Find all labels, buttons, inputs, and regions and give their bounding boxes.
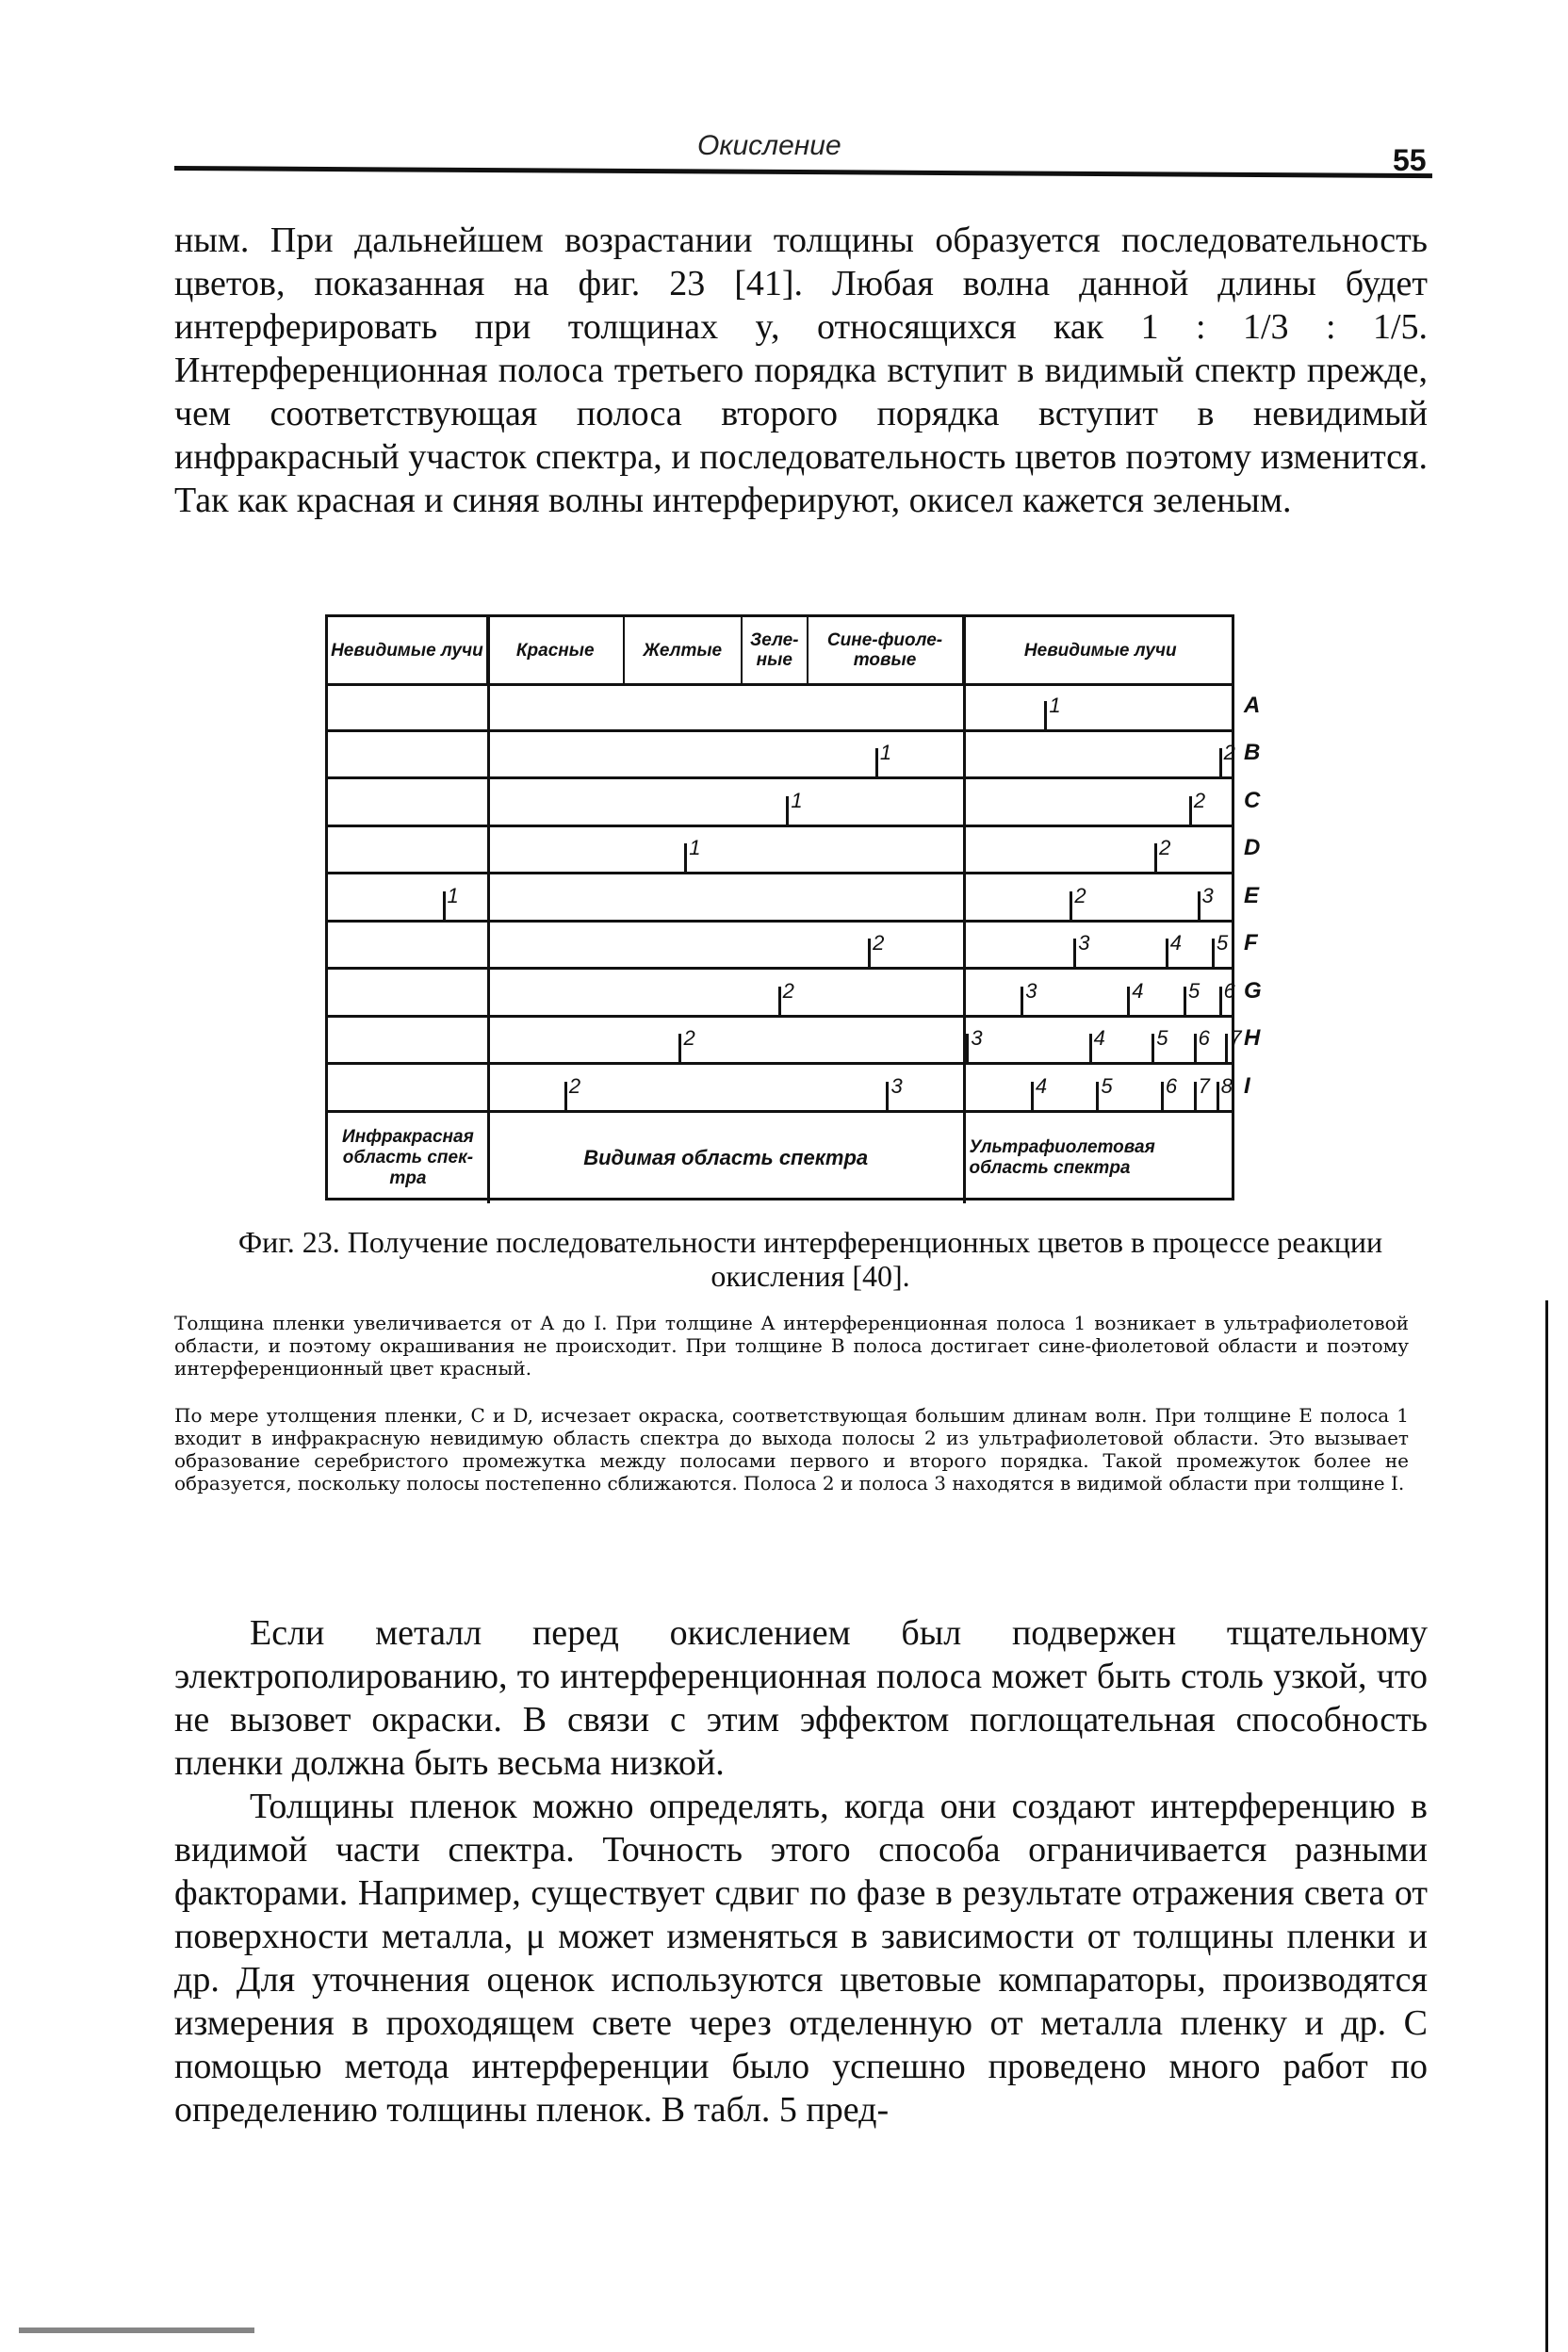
band-marker	[1161, 1082, 1164, 1110]
row-baseline	[328, 1062, 1232, 1065]
band-order-label: 6	[1165, 1073, 1178, 1098]
page-number: 55	[1393, 143, 1427, 177]
band-marker	[1217, 1082, 1219, 1110]
running-head: Окисление	[697, 130, 841, 161]
figure-23-interference-diagram	[325, 614, 1262, 1200]
row-baseline	[328, 920, 1232, 923]
band-marker	[966, 1034, 969, 1062]
band-order-label: 4	[1132, 978, 1144, 1003]
figure-caption: Фиг. 23. Получение последовательности интерференционных цветов в процессе реакции окисления [40].	[237, 1225, 1383, 1293]
band-order-label: 5	[1156, 1026, 1168, 1050]
band-marker	[1166, 939, 1168, 967]
row-label: H	[1244, 1025, 1261, 1051]
band-order-label: 4	[1093, 1026, 1105, 1050]
body-paragraphs-2-3	[174, 1611, 1428, 2132]
band-order-label: 1	[447, 883, 459, 907]
band-marker	[1031, 1082, 1034, 1110]
interference-table	[325, 614, 1242, 1200]
band-order-label: 4	[1035, 1073, 1048, 1098]
header-cell: Невидимые лучи	[328, 617, 488, 683]
paragraph-text: ным. При дальнейшем возрастании толщины образуется последовательность цветов, показанная на фиг. 23 [41]. Любая волна данной длины будет интерферировать при толщинах y, относящихся как 1 : 1/3 : 1/5. Интерференционная полоса третьего порядка вступит в видимый спектр прежде, чем соответствующая полоса второго порядка вступит в невидимый инфракрасный участок спектра, и последовательность цветов поэтому изменится. Так как красная и синяя волны интерферируют, окисел кажется зеленым.	[174, 220, 1428, 520]
band-order-label: 2	[683, 1026, 695, 1050]
band-order-label: 2	[1193, 788, 1206, 812]
footer-cell: Инфракрасная область спек-тра	[342, 1126, 474, 1188]
band-order-label: 3	[890, 1073, 903, 1098]
band-order-label: 1	[879, 741, 892, 764]
band-marker	[1219, 748, 1222, 776]
band-marker	[564, 1082, 567, 1110]
footer-cell: Ультрафиолетовая область спектра	[969, 1136, 1155, 1178]
band-order-label: 3	[971, 1026, 983, 1050]
band-order-label: 2	[1074, 883, 1086, 907]
band-order-label: 3	[1201, 883, 1214, 907]
band-marker	[786, 796, 789, 825]
band-order-label: 3	[1025, 978, 1037, 1003]
row-label: A	[1244, 692, 1261, 718]
row-baseline	[328, 776, 1232, 779]
row-baseline	[328, 967, 1232, 970]
band-order-label: 1	[791, 788, 803, 812]
band-order-label: 1	[1049, 693, 1061, 717]
header-cell: Красные	[488, 617, 625, 683]
band-marker	[778, 987, 781, 1015]
row-label: G	[1244, 977, 1262, 1004]
region-divider	[963, 617, 966, 1203]
band-marker	[1127, 987, 1130, 1015]
paragraph-3-text: Толщины пленок можно определять, когда они создают интерференцию в видимой части спектра. Точность этого способа ограничивается разными факторами. Например, существует сдвиг по фазе в результате отражения света от поверхности металла, μ может изменяться в зависимости от толщины пленки и др. Для уточнения оценок используются цветовые компараторы, производятся измерения в проходящем свете через отделенную от металла пленку и др. С помощью метода интерференции было успешно проведено много работ по определению толщины пленок. В табл. 5 пред-	[174, 1787, 1428, 2130]
row-label: F	[1244, 930, 1258, 956]
row-baseline	[328, 825, 1232, 827]
band-marker	[1089, 1034, 1092, 1062]
header-cell: Невидимые лучи	[1023, 640, 1177, 661]
region-divider	[487, 617, 490, 1203]
band-marker	[678, 1034, 681, 1062]
band-order-label: 5	[1216, 931, 1229, 955]
band-marker	[875, 748, 878, 776]
band-order-label: 5	[1101, 1073, 1113, 1098]
header-divider	[328, 683, 1232, 686]
page-edge-line	[1545, 1300, 1548, 2352]
band-marker	[1152, 1034, 1154, 1062]
band-order-label: 5	[1188, 978, 1200, 1003]
header-cell: Сине-фиоле-товые	[808, 617, 964, 683]
band-order-label: 1	[689, 836, 701, 859]
band-marker	[1189, 796, 1192, 825]
band-order-label: 2	[873, 931, 885, 955]
band-order-label: 2	[1159, 836, 1171, 859]
figure-legend-2: По мере утолщения пленки, C и D, исчезает окраска, соответствующая большим длинам волн. При толщине E полоса 1 входит в инфракрасную невидимую область спектра до выхода полосы 2 из ультрафиолетовой области. Это вызывает образование серебристого промежутка между полосами первого и второго порядка. Такой промежуток более не образуется, поскольку полосы постепенно сближаются. Полоса 2 и полоса 3 находятся в видимой области при толщине I.	[174, 1404, 1410, 1494]
figure-legend-1: Толщина пленки увеличивается от A до I. При толщине A интерференционная полоса 1 возникает в ультрафиолетовой области, и поэтому окрашивания не происходит. При толщине B полоса достигает сине-фиолетовой области и поэтому интерференционный цвет красный.	[174, 1312, 1409, 1380]
band-order-label: 6	[1198, 1026, 1210, 1050]
row-baseline	[328, 729, 1232, 732]
band-order-label: 8	[1220, 1073, 1233, 1098]
header-cell: Зеле-ные	[743, 617, 808, 683]
header-rule	[174, 166, 1432, 178]
band-marker	[684, 843, 687, 872]
band-order-label: 7	[1198, 1073, 1210, 1098]
band-marker	[1219, 987, 1222, 1015]
band-marker	[886, 1082, 889, 1110]
row-label: B	[1244, 740, 1261, 765]
band-marker	[1184, 987, 1186, 1015]
band-marker	[1154, 843, 1157, 872]
band-order-label: 3	[1078, 931, 1090, 955]
row-baseline	[328, 1015, 1232, 1018]
scan-smudge	[19, 2328, 254, 2333]
band-order-label: 2	[568, 1073, 581, 1098]
row-baseline	[328, 872, 1232, 874]
band-marker	[443, 891, 446, 920]
band-marker	[1021, 987, 1023, 1015]
band-marker	[1198, 891, 1200, 920]
band-marker	[1096, 1082, 1099, 1110]
paragraph-2-text: Если металл перед окислением был подвержен тщательному электрополированию, то интерференционная полоса может быть столь узкой, что не вызовет окраски. В связи с этим эффектом поглощательная способность пленки должна быть весьма низкой.	[174, 1613, 1428, 1783]
row-label: D	[1244, 835, 1261, 860]
body-paragraph-1	[174, 219, 1428, 522]
band-marker	[868, 939, 871, 967]
band-marker	[1225, 1034, 1228, 1062]
band-marker	[1070, 891, 1072, 920]
band-order-label: 7	[1230, 1026, 1242, 1050]
band-marker	[1212, 939, 1215, 967]
row-label: I	[1244, 1072, 1250, 1099]
band-marker	[1044, 701, 1047, 729]
header-cell: Желтые	[625, 617, 743, 683]
band-marker	[1194, 1034, 1197, 1062]
band-marker	[1073, 939, 1076, 967]
band-order-label: 4	[1169, 931, 1182, 955]
row-label: C	[1244, 787, 1261, 813]
band-order-label: 2	[1223, 741, 1235, 764]
band-order-label: 2	[782, 978, 794, 1003]
band-order-label: 6	[1223, 978, 1235, 1003]
footer-cell: Видимая область спектра	[583, 1145, 869, 1169]
row-label: E	[1244, 882, 1260, 908]
band-marker	[1194, 1082, 1197, 1110]
